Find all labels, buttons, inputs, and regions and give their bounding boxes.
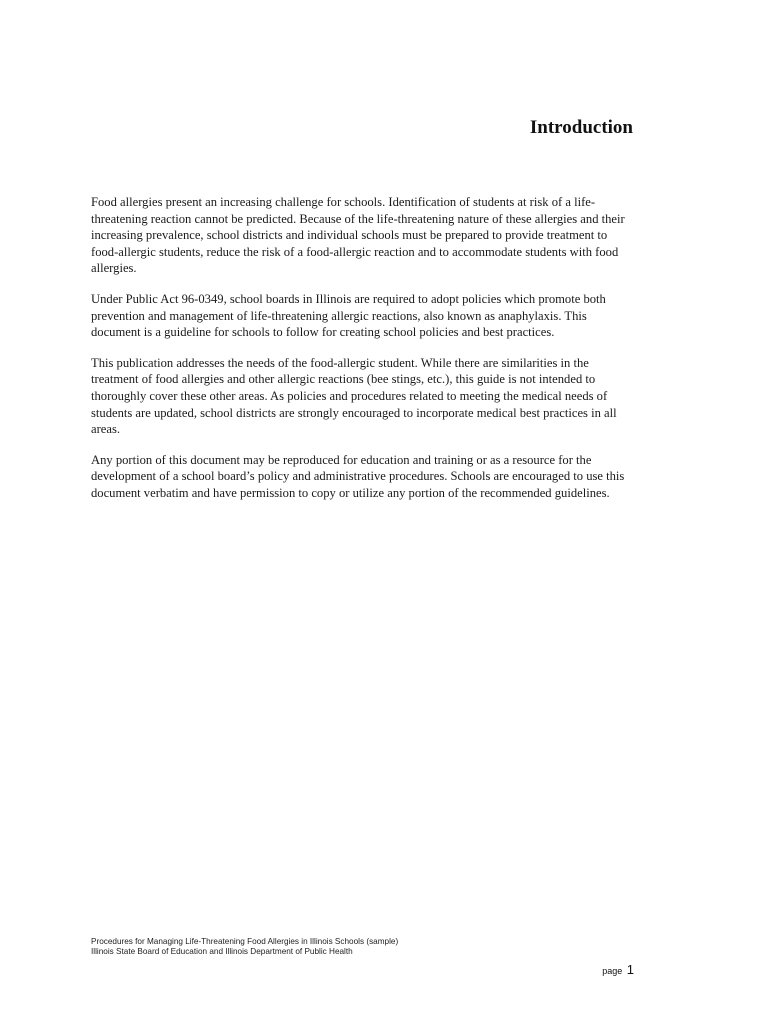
page-number-value: 1 [626, 962, 634, 977]
paragraph-public-act: Under Public Act 96-0349, school boards in Illinois are required to adopt policies which promote both prevention and management of life-threatening allergic reactions, also known as anaphylaxis. This document is a guideline for schools to follow for creating school policies and best practices. [91, 291, 606, 340]
footer-title: Procedures for Managing Life-Threatening Food Allergies in Illinois Schools (sample) [91, 937, 399, 946]
paragraph-scope: This publication addresses the needs of the food-allergic student. While there are similarities in the treatment of food allergies and other allergic reactions (bee stings, etc.), this guide is not intended to thoroughly cover these other areas. As policies and procedures related to meeting the medical needs of students are updated, school districts are strongly encouraged to incorporate medical best practices in all areas. [91, 355, 617, 437]
paragraph-intro: Food allergies present an increasing challenge for schools. Identification of students at risk of a life-threatening reaction cannot be predicted. Because of the life-threatening nature of these allergies and their increasing prevalence, school districts and individual schools must be prepared to provide treatment to food-allergic students, reduce the risk of a food-allergic reaction and to accommodate students with food allergies. [91, 195, 625, 276]
page-footer [91, 937, 398, 957]
paragraph-permissions: Any portion of this document may be reproduced for education and training or as a resource for the development of a school board’s policy and administrative procedures. Schools are encouraged to use this document verbatim and have permission to copy or utilize any portion of the recommended guidelines. [91, 452, 625, 500]
page-number [602, 961, 634, 979]
footer-publisher: Illinois State Board of Education and Illinois Department of Public Health [91, 947, 353, 956]
section-heading: Introduction [529, 117, 633, 138]
body-text [91, 194, 636, 516]
page-number-label: page [602, 966, 623, 976]
